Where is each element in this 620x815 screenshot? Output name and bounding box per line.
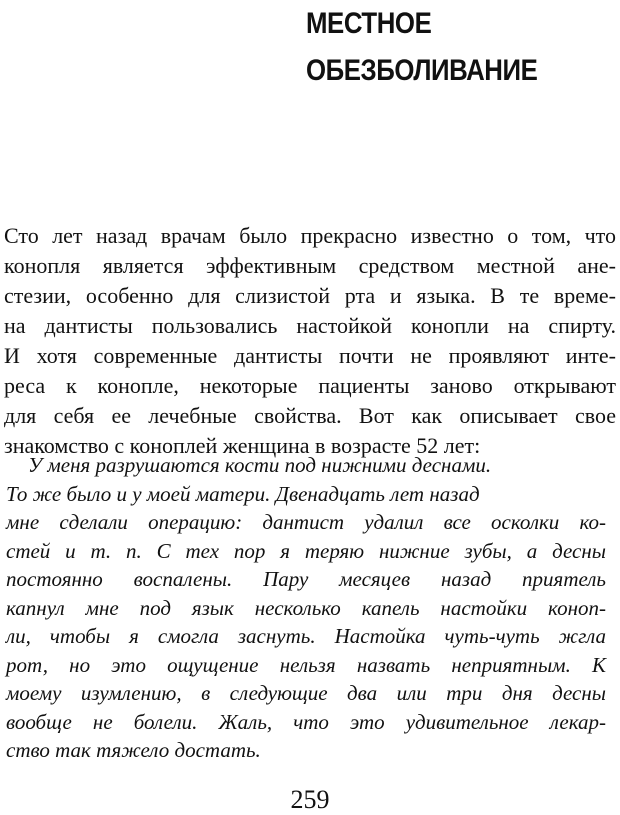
quote-line: моему изумлению, в следующие два или три дня десны — [6, 681, 606, 705]
quote-line: рот, но это ощущение нельзя назвать неприятным. К — [6, 652, 606, 677]
body-line: конопля является эффективным средством местной ане- — [4, 253, 616, 278]
quote-line: ство так тяжело достать. — [6, 738, 261, 762]
page-number: 259 — [290, 785, 330, 814]
quote-block — [6, 451, 606, 765]
body-paragraph — [4, 221, 616, 461]
quote-line: стей и т. п. С тех пор я теряю нижние зубы, а десны — [6, 538, 606, 563]
quote-line: У меня разрушаются кости под нижними деснами. — [28, 453, 492, 477]
quote-line: То же было и у моей матери. Двенадцать лет назад — [6, 481, 480, 506]
body-line: Сто лет назад врачам было прекрасно известно о том, что — [4, 223, 616, 248]
body-line: на дантисты пользовались настойкой конопли на спирту. — [4, 313, 616, 338]
quote-line: мне сделали операцию: дантист удалил все осколки ко- — [6, 510, 606, 534]
chapter-heading-line-1: МЕСТНОЕ — [306, 7, 432, 40]
body-line: реса к конопле, некоторые пациенты заново открывают — [4, 373, 616, 398]
quote-line: постоянно воспалены. Пару месяцев назад приятель — [6, 567, 606, 591]
body-line: стезии, особенно для слизистой рта и языка. В те време- — [4, 283, 616, 308]
chapter-heading-line-2: ОБЕЗБОЛИВАНИЕ — [306, 54, 538, 87]
body-line: И хотя современные дантисты почти не проявляют инте- — [4, 343, 616, 368]
chapter-heading — [306, 0, 537, 94]
quote-line: вообще не болели. Жаль, что это удивительное лекар- — [6, 709, 606, 734]
quote-line: ли, чтобы я смогла заснуть. Настойка чуть-чуть жгла — [6, 624, 606, 648]
body-line: для себя ее лечебные свойства. Вот как описывает свое — [4, 403, 616, 428]
quote-line: капнул мне под язык несколько капель настойки коноп- — [6, 595, 606, 620]
body-line: знакомство с коноплей женщина в возрасте 52 лет: — [4, 433, 481, 458]
